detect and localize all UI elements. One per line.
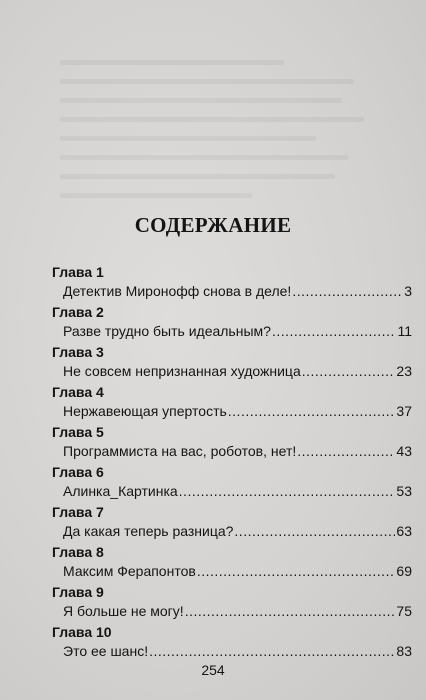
chapter-page-number: 23 <box>396 363 412 379</box>
chapter-title: Алинка_Картинка <box>63 483 178 499</box>
page-title: СОДЕРЖАНИЕ <box>134 213 292 237</box>
table-of-contents <box>52 263 412 663</box>
dot-leader <box>185 601 396 621</box>
chapter-label: Глава 3 <box>52 344 104 360</box>
page-number: 254 <box>201 662 225 678</box>
dot-leader <box>302 361 396 381</box>
dot-leader <box>149 641 395 661</box>
chapter-page-number: 43 <box>396 443 412 459</box>
toc-line <box>63 441 412 461</box>
toc-entry[interactable] <box>52 343 412 383</box>
toc-line <box>63 281 412 301</box>
chapter-title: Это ее шанс! <box>63 643 149 659</box>
dot-leader <box>228 401 396 421</box>
toc-entry[interactable] <box>52 263 412 303</box>
chapter-label: Глава 5 <box>52 424 104 440</box>
chapter-title: Я больше не могу! <box>63 603 184 619</box>
chapter-page-number: 11 <box>397 323 412 339</box>
dot-leader <box>272 321 397 341</box>
toc-entry[interactable] <box>52 583 412 623</box>
toc-entry[interactable] <box>52 463 412 503</box>
chapter-label: Глава 2 <box>52 304 104 320</box>
chapter-page-number: 83 <box>396 643 412 659</box>
chapter-title: Разве трудно быть идеальным? <box>63 323 271 339</box>
chapter-title: Максим Ферапонтов <box>63 563 196 579</box>
dot-leader <box>197 561 396 581</box>
toc-entry[interactable] <box>52 383 412 423</box>
toc-line <box>63 641 412 661</box>
dot-leader <box>179 481 396 501</box>
dot-leader <box>234 521 395 541</box>
toc-line <box>63 521 412 541</box>
toc-entry[interactable] <box>52 423 412 463</box>
chapter-page-number: 75 <box>396 603 412 619</box>
toc-entry[interactable] <box>52 543 412 583</box>
chapter-title: Не совсем непризнанная художница <box>63 363 301 379</box>
chapter-title: Программиста на вас, роботов, нет! <box>63 443 297 459</box>
chapter-title: Нержавеющая упертость <box>63 403 227 419</box>
chapter-page-number: 37 <box>396 403 412 419</box>
chapter-label: Глава 8 <box>52 544 104 560</box>
chapter-label: Глава 6 <box>52 464 104 480</box>
chapter-label: Глава 1 <box>52 264 104 280</box>
toc-entry[interactable] <box>52 503 412 543</box>
toc-line <box>63 481 412 501</box>
toc-line <box>63 401 412 421</box>
chapter-page-number: 3 <box>404 283 412 299</box>
chapter-label: Глава 7 <box>52 504 104 520</box>
dot-leader <box>297 441 395 461</box>
chapter-page-number: 53 <box>396 483 412 499</box>
chapter-label: Глава 9 <box>52 584 104 600</box>
toc-line <box>63 561 412 581</box>
chapter-page-number: 63 <box>396 523 412 539</box>
chapter-page-number: 69 <box>396 563 412 579</box>
toc-line <box>63 321 412 341</box>
chapter-label: Глава 4 <box>52 384 104 400</box>
bleed-through-text <box>60 60 380 212</box>
chapter-title: Детектив Миронофф снова в деле! <box>63 283 292 299</box>
chapter-label: Глава 10 <box>52 624 112 640</box>
toc-entry[interactable] <box>52 623 412 663</box>
dot-leader <box>292 281 403 301</box>
toc-line <box>63 361 412 381</box>
chapter-title: Да какая теперь разница? <box>63 523 234 539</box>
toc-entry[interactable] <box>52 303 412 343</box>
toc-line <box>63 601 412 621</box>
